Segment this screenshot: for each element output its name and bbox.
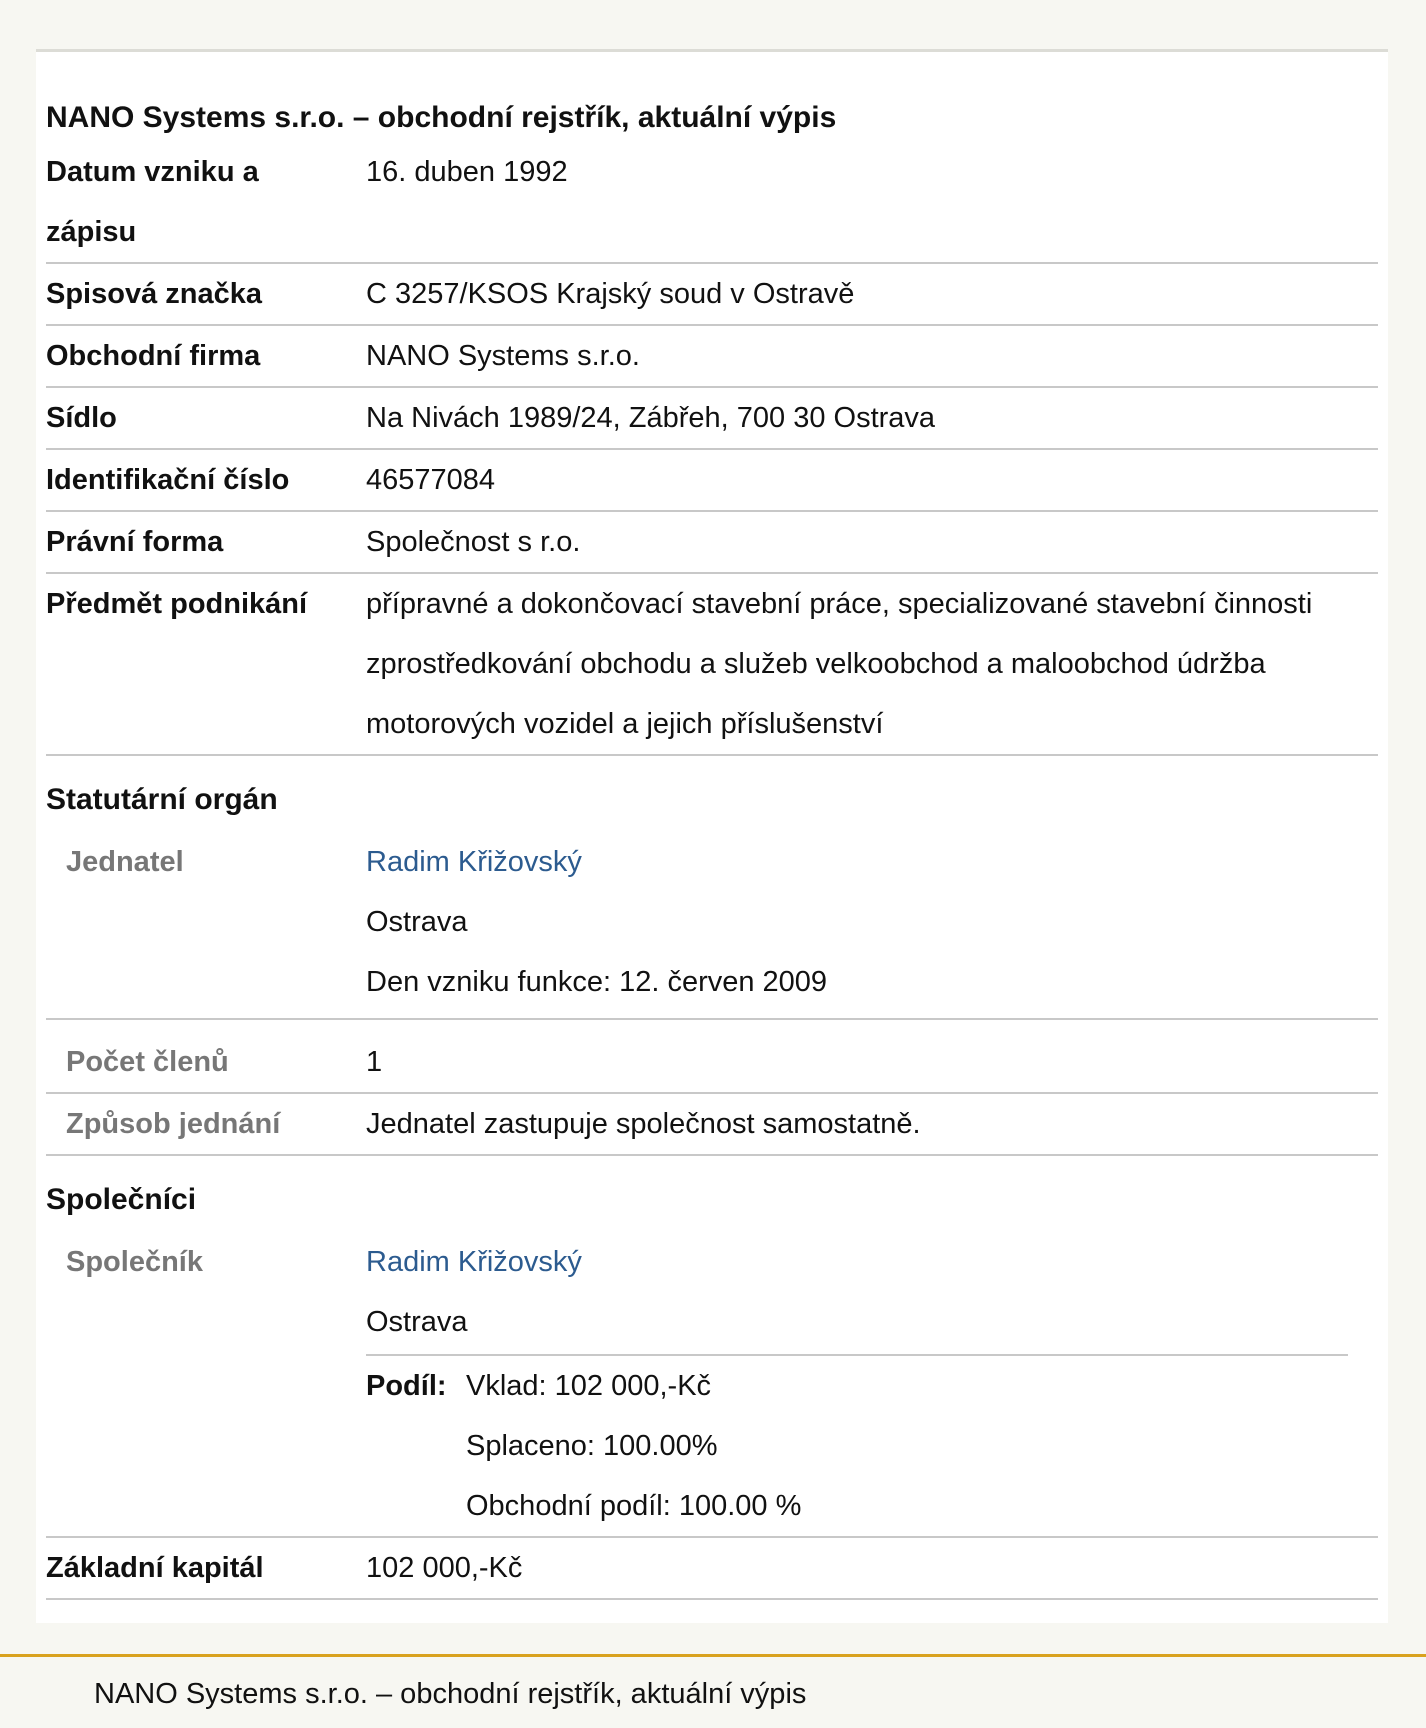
datum-label-line-2: zápisu: [46, 216, 137, 248]
row-datum-vzniku: [46, 142, 1378, 264]
footer-title: NANO Systems s.r.o. – obchodní rejstřík, aktuální výpis: [94, 1678, 807, 1710]
section-spolecnici: Společníci: [46, 1183, 197, 1216]
row-label: Společník: [66, 1246, 203, 1278]
row-ico: [46, 450, 1378, 512]
row-label: Způsob jednání: [66, 1108, 281, 1140]
row-label: Základní kapitál: [46, 1552, 264, 1584]
row-label: Počet členů: [66, 1046, 229, 1078]
datum-label-line-1: Datum vzniku a: [46, 156, 259, 188]
jednatel-name-link[interactable]: Radim Křižovský: [366, 846, 582, 878]
section-statutarni-organ: Statutární orgán: [46, 783, 278, 816]
jednatel-city: Ostrava: [366, 906, 468, 938]
page-title: NANO Systems s.r.o. – obchodní rejstřík, aktuální výpis: [46, 101, 837, 134]
row-zpusob-jednani: [46, 1094, 1378, 1156]
row-spisova-znacka: [46, 264, 1378, 326]
predmet-value: [366, 574, 1378, 754]
kapital-value: 102 000,-Kč: [366, 1552, 523, 1584]
row-spolecnik: [46, 1232, 1378, 1538]
sidlo-value: Na Nivách 1989/24, Zábřeh, 700 30 Ostrava: [366, 402, 936, 434]
datum-value: 16. duben 1992: [366, 156, 568, 188]
row-label: Identifikační číslo: [46, 464, 290, 496]
share-label: Podíl:: [366, 1370, 447, 1402]
spolecnik-value: [366, 1232, 1378, 1536]
row-label: Obchodní firma: [46, 340, 261, 372]
jednatel-since: Den vzniku funkce: 12. červen 2009: [366, 966, 828, 998]
row-label: Předmět podnikání: [46, 588, 308, 620]
footer-divider: [0, 1654, 1426, 1657]
predmet-line: motorových vozidel a jejich příslušenství: [366, 708, 884, 740]
row-zakladni-kapital: [46, 1538, 1378, 1600]
zpusob-value: Jednatel zastupuje společnost samostatně.: [366, 1108, 921, 1140]
registry-card: [36, 49, 1388, 1623]
row-label: [46, 142, 366, 262]
registry-content: [46, 98, 1378, 1600]
predmet-line: zprostředkování obchodu a služeb velkoobchod a maloobchod údržba: [366, 648, 1266, 680]
row-pravni-forma: [46, 512, 1378, 574]
row-label: Právní forma: [46, 526, 224, 558]
share-splaceno: Splaceno: 100.00%: [466, 1430, 718, 1462]
spolecnik-city: Ostrava: [366, 1306, 468, 1338]
row-predmet-podnikani: [46, 574, 1378, 756]
share-obchodni-podil: Obchodní podíl: 100.00 %: [466, 1490, 802, 1522]
row-label: Spisová značka: [46, 278, 262, 310]
jednatel-value: [366, 832, 1378, 1018]
spolecnik-name-link[interactable]: Radim Křižovský: [366, 1246, 582, 1278]
spisova-value: C 3257/KSOS Krajský soud v Ostravě: [366, 278, 855, 310]
row-obchodni-firma: [46, 326, 1378, 388]
forma-value: Společnost s r.o.: [366, 526, 581, 558]
pocet-value: 1: [366, 1046, 383, 1078]
predmet-line: přípravné a dokončovací stavební práce, specializované stavební činnosti: [366, 588, 1313, 620]
firma-value: NANO Systems s.r.o.: [366, 340, 640, 372]
share-values: [466, 1356, 801, 1536]
share-vklad: Vklad: 102 000,-Kč: [466, 1370, 712, 1402]
ico-value: 46577084: [366, 464, 496, 496]
row-label: Sídlo: [46, 402, 117, 434]
row-jednatel: [46, 832, 1378, 1020]
row-pocet-clenu: [46, 1020, 1378, 1094]
row-sidlo: [46, 388, 1378, 450]
share-block: [366, 1354, 1348, 1536]
row-label: Jednatel: [66, 846, 184, 878]
